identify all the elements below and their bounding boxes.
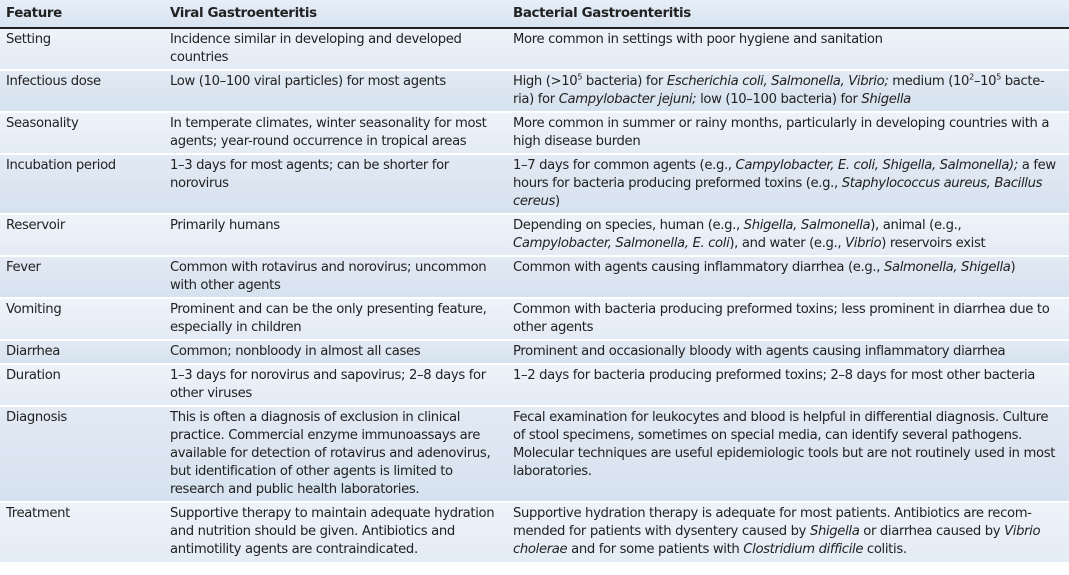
viral-cell: 1–3 days for most agents; can be shorter for norovirus [164,154,507,214]
table-row [0,406,1069,502]
viral-cell: This is often a diagnosis of exclusion in clinical practice. Commercial enzyme immunoassays are available for detection of rotavirus and adenovirus, but identification of other agents is limited to research and public health laboratories. [164,406,507,502]
feature-cell: Infectious dose [0,70,164,112]
bacterial-cell: More common in settings with poor hygiene and sanitation [507,28,1069,70]
feature-cell: Fever [0,256,164,298]
feature-cell: Duration [0,364,164,406]
feature-cell: Incubation period [0,154,164,214]
header-viral: Viral Gastroenteritis [164,0,507,28]
table-row [0,364,1069,406]
bacterial-cell: Common with agents causing inflammatory diarrhea (e.g., Salmonella, Shigella) [507,256,1069,298]
table-body [0,28,1069,562]
table-header [0,0,1069,28]
table-row [0,154,1069,214]
viral-cell: Common with rotavirus and norovirus; uncommon with other agents [164,256,507,298]
viral-cell: Primarily humans [164,214,507,256]
bacterial-cell: 1–7 days for common agents (e.g., Campylobacter, E. coli, Shigella, Salmonella); a few hours for bacteria producing preformed toxins (e.g., Staphylococcus aureus, Bacillus cereus) [507,154,1069,214]
table-row [0,256,1069,298]
feature-cell: Diagnosis [0,406,164,502]
bacterial-cell: Supportive hydration therapy is adequate for most patients. Antibiotics are recom-mended for patients with dysentery caused by Shigella or diarrhea caused by Vibrio cholerae and for some patients with Clostridium difficile colitis. [507,502,1069,562]
table-row [0,214,1069,256]
feature-cell: Setting [0,28,164,70]
bacterial-cell: Common with bacteria producing preformed toxins; less prominent in diarrhea due to other agents [507,298,1069,340]
viral-cell: Supportive therapy to maintain adequate hydration and nutrition should be given. Antibiotics and antimotility agents are contraindicated. [164,502,507,562]
header-row [0,0,1069,28]
viral-cell: 1–3 days for norovirus and sapovirus; 2–8 days for other viruses [164,364,507,406]
header-bacterial: Bacterial Gastroenteritis [507,0,1069,28]
table-row [0,340,1069,364]
table-row [0,298,1069,340]
bacterial-cell: Fecal examination for leukocytes and blood is helpful in differential diagnosis. Culture of stool specimens, sometimes on special media, can identify several pathogens. Molecular techniques are useful epidemiologic tools but are not routinely used in most laboratories. [507,406,1069,502]
bacterial-cell: Depending on species, human (e.g., Shigella, Salmonella), animal (e.g., Campylobacter, Salmonella, E. coli), and water (e.g., Vibrio) reservoirs exist [507,214,1069,256]
viral-cell: Incidence similar in developing and developed countries [164,28,507,70]
feature-cell: Diarrhea [0,340,164,364]
bacterial-cell: More common in summer or rainy months, particularly in developing countries with a high disease burden [507,112,1069,154]
table-row [0,502,1069,562]
table-row [0,28,1069,70]
viral-cell: Prominent and can be the only presenting feature, especially in children [164,298,507,340]
feature-cell: Treatment [0,502,164,562]
table-row [0,112,1069,154]
feature-cell: Reservoir [0,214,164,256]
bacterial-cell: High ($>10^5$ bacteria) for Escherichia coli, Salmonella, Vibrio; medium ($10^2-10^5$ bacte-ria) for Campylobacter jejuni; low (10–100 bacteria) for Shigella [507,70,1069,112]
bacterial-cell: 1–2 days for bacteria producing preformed toxins; 2–8 days for most other bacteria [507,364,1069,406]
feature-cell: Seasonality [0,112,164,154]
table-row [0,70,1069,112]
header-feature: Feature [0,0,164,28]
feature-cell: Vomiting [0,298,164,340]
viral-cell: Common; nonbloody in almost all cases [164,340,507,364]
bacterial-cell: Prominent and occasionally bloody with agents causing inflammatory diarrhea [507,340,1069,364]
viral-cell: Low (10–100 viral particles) for most agents [164,70,507,112]
viral-cell: In temperate climates, winter seasonality for most agents; year-round occurrence in tropical areas [164,112,507,154]
